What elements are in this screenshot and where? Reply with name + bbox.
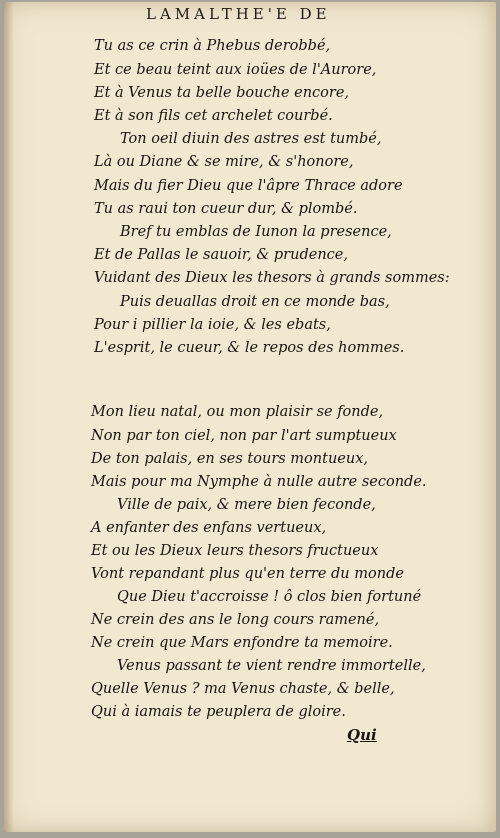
verse-line: Mon lieu natal, ou mon plaisir se fonde,	[91, 404, 384, 420]
verse-line: Et ou les Dieux leurs thesors fructueux	[91, 543, 379, 559]
verse-line: Ton oeil diuin des astres est tumbé,	[120, 131, 382, 147]
verse-line: De ton palais, en ses tours montueux,	[91, 451, 368, 467]
verse-line: Venus passant te vient rendre immortelle,	[117, 658, 426, 674]
running-head: LAMALTHE'E DE	[146, 5, 331, 23]
verse-line: Tu as raui ton cueur dur, & plombé.	[94, 201, 358, 217]
verse-line: Et à Venus ta belle bouche encore,	[94, 85, 350, 101]
page-gutter-shadow	[4, 2, 14, 832]
verse-line: Et ce beau teint aux ioües de l'Aurore,	[94, 62, 377, 78]
book-page	[4, 2, 496, 832]
verse-line: Que Dieu t'accroisse ! ô clos bien fortuné	[117, 589, 422, 605]
verse-line: A enfanter des enfans vertueux,	[91, 520, 327, 536]
verse-line: Puis deuallas droit en ce monde bas,	[120, 294, 390, 310]
verse-line: Ne crein que Mars enfondre ta memoire.	[91, 635, 393, 651]
verse-line: Bref tu emblas de Iunon la presence,	[120, 224, 392, 240]
verse-line: Qui à iamais te peuplera de gloire.	[91, 704, 346, 720]
verse-line: Tu as ce crin à Phebus derobbé,	[94, 38, 331, 54]
verse-line: Quelle Venus ? ma Venus chaste, & belle,	[91, 681, 395, 697]
verse-line: L'esprit, le cueur, & le repos des hommes.	[94, 340, 405, 356]
verse-line: Vuidant des Dieux les thesors à grands sommes:	[94, 270, 450, 286]
verse-line: Mais pour ma Nymphe à nulle autre seconde.	[91, 474, 427, 490]
verse-line: Et à son fils cet archelet courbé.	[94, 108, 333, 124]
verse-line: Et de Pallas le sauoir, & prudence,	[94, 247, 348, 263]
verse-line: Non par ton ciel, non par l'art sumptueux	[91, 428, 397, 444]
verse-line: Vont repandant plus qu'en terre du monde	[91, 566, 404, 582]
verse-line: Ville de paix, & mere bien feconde,	[117, 497, 376, 513]
verse-line: Pour i pillier la ioie, & les ebats,	[94, 317, 331, 333]
catchword: Qui	[347, 726, 377, 744]
verse-line: Mais du fier Dieu que l'âpre Thrace adore	[94, 178, 403, 194]
verse-line: Là ou Diane & se mire, & s'honore,	[94, 154, 354, 170]
verse-line: Ne crein des ans le long cours ramené,	[91, 612, 380, 628]
